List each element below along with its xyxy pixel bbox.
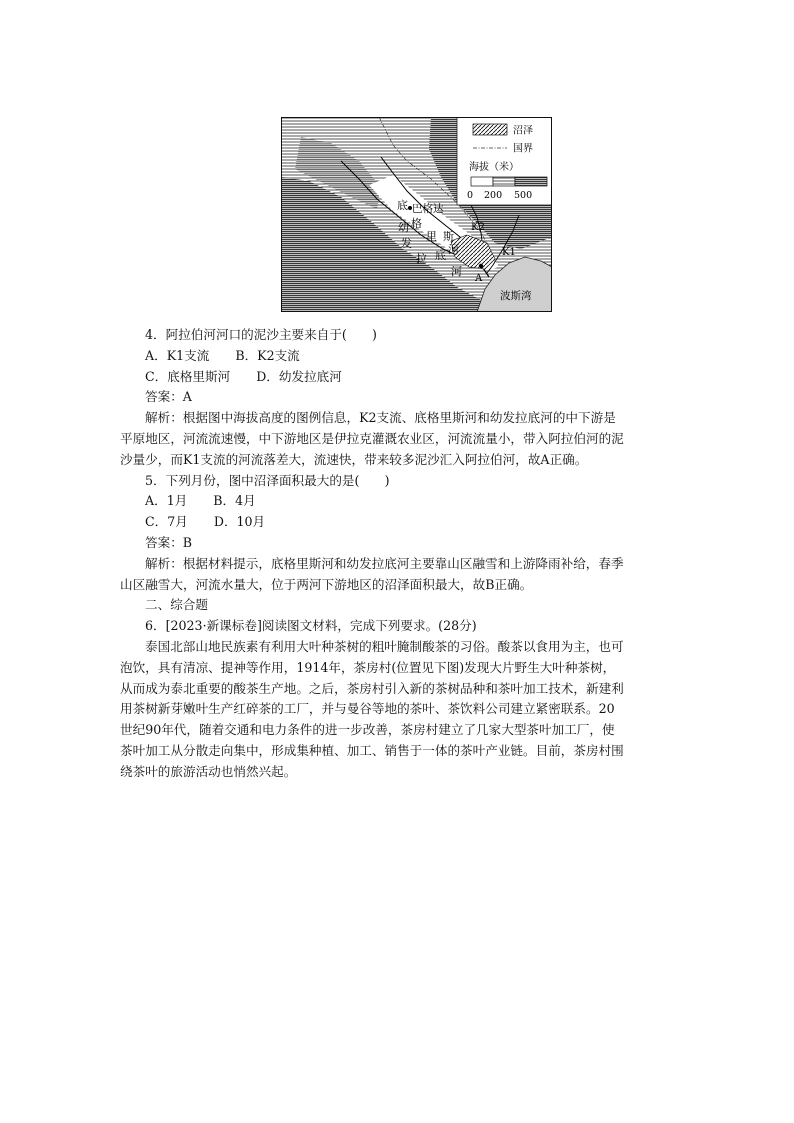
q6-material-line: 从而成为泰北重要的酸茶生产地。之后，茶房村引入新的茶树品种和茶叶加工技术，新建利 xyxy=(120,680,624,696)
label-k2: K2 xyxy=(471,222,485,233)
legend-elevation-title: 海拔（米） xyxy=(469,162,519,173)
legend-elev-500 xyxy=(515,177,547,186)
question-text xyxy=(120,325,680,783)
legend-swamp-swatch xyxy=(473,124,507,135)
q5-option-b: B．4月 xyxy=(213,493,256,509)
section-heading: 二、综合题 xyxy=(145,597,208,613)
label-baghdad: 巴格达 xyxy=(412,203,444,215)
q5-options-ab xyxy=(120,491,680,512)
label-tigris-4: 斯 xyxy=(443,230,454,243)
label-euphrates-4: 底 xyxy=(435,249,446,262)
q4-option-c: C．底格里斯河 xyxy=(145,368,231,384)
q4-analysis-line: 解析：根据图中海拔高度的图例信息，K2支流、底格里斯河和幼发拉底河的中下游是 xyxy=(145,410,616,426)
legend-border-label: 国界 xyxy=(513,143,533,155)
legend-tick-200: 200 xyxy=(484,190,503,201)
q5-stem: 5．下列月份，图中沼泽面积最大的是( ) xyxy=(145,472,390,488)
label-euphrates-1: 幼 xyxy=(398,221,409,234)
q6-material-line: 泡饮，具有清凉、提神等作用，1914年，茶房村(位置见下图)发现大片野生大叶种茶树， xyxy=(120,659,616,675)
q5-option-c: C．7月 xyxy=(145,514,188,530)
q5-answer: 答案：B xyxy=(145,534,193,550)
q6-material-line: 世纪90年代，随着交通和电力条件的进一步改善，茶房村建立了几家大型茶叶加工厂，使 xyxy=(120,722,615,738)
q4-analysis-line: 沙量少，而K1支流的河流落差大，流速快，带来较多泥沙汇入阿拉伯河，故A正确。 xyxy=(120,451,588,467)
region-map xyxy=(281,117,552,312)
label-persian-gulf: 波斯湾 xyxy=(500,290,532,302)
q4-option-b: B．K2支流 xyxy=(235,347,300,363)
q6-material-line: 用茶树新芽嫩叶生产红碎茶的工厂，并与曼谷等地的茶叶、茶饮料公司建立紧密联系。20 xyxy=(120,701,615,717)
legend-elev-0 xyxy=(471,177,493,186)
legend-swamp-label: 沼泽 xyxy=(513,125,533,137)
label-tigris-2: 格 xyxy=(411,217,422,230)
q5-option-a: A．1月 xyxy=(145,493,188,509)
q6-material-line: 茶叶加工从分散走向集中，形成集种植、加工、销售于一体的茶叶产业链。目前，茶房村围 xyxy=(120,742,624,758)
point-a-marker xyxy=(479,264,483,268)
q5-option-d: D．10月 xyxy=(213,514,266,530)
q5-options-cd xyxy=(120,512,680,533)
label-tigris-1: 底 xyxy=(397,199,408,212)
q5-analysis-line: 山区融雪大，河流水量大，位于两河下游地区的沼泽面积最大，故B正确。 xyxy=(120,576,533,592)
label-a: A xyxy=(475,273,483,284)
q4-options-cd xyxy=(120,367,680,388)
legend-tick-500: 500 xyxy=(514,190,533,201)
label-euphrates-3: 拉 xyxy=(416,252,427,265)
q4-option-a: A．K1支流 xyxy=(145,347,210,363)
q6-stem: 6．[2023·新课标卷]阅读图文材料，完成下列要求。(28分) xyxy=(145,618,477,634)
q4-options-ab xyxy=(120,346,680,367)
label-k1: K1 xyxy=(502,247,516,258)
legend-elev-200 xyxy=(493,177,515,186)
q4-answer: 答案：A xyxy=(145,389,192,405)
q6-material-line: 泰国北部山地民族素有利用大叶种茶树的粗叶腌制酸茶的习俗。酸茶以食用为主，也可 xyxy=(145,638,624,654)
label-euphrates-2: 发 xyxy=(401,237,412,250)
legend-tick-0: 0 xyxy=(467,190,474,201)
q4-option-d: D．幼发拉底河 xyxy=(256,368,342,384)
label-tigris-3: 里 xyxy=(426,230,437,243)
q6-material-line: 绕茶叶的旅游活动也悄然兴起。 xyxy=(120,763,297,779)
q4-analysis-line: 平原地区，河流流速慢，中下游地区是伊拉克灌溉农业区，河流流量小，带入阿拉伯河的泥 xyxy=(120,430,624,446)
label-tigris-5: 河 xyxy=(448,243,459,256)
q4-stem: 4．阿拉伯河河口的泥沙主要来自于( ) xyxy=(145,327,377,342)
label-euphrates-5: 河 xyxy=(451,265,462,278)
q5-analysis-line: 解析：根据材料提示，底格里斯河和幼发拉底河主要靠山区融雪和上游降雨补给，春季 xyxy=(145,555,624,571)
